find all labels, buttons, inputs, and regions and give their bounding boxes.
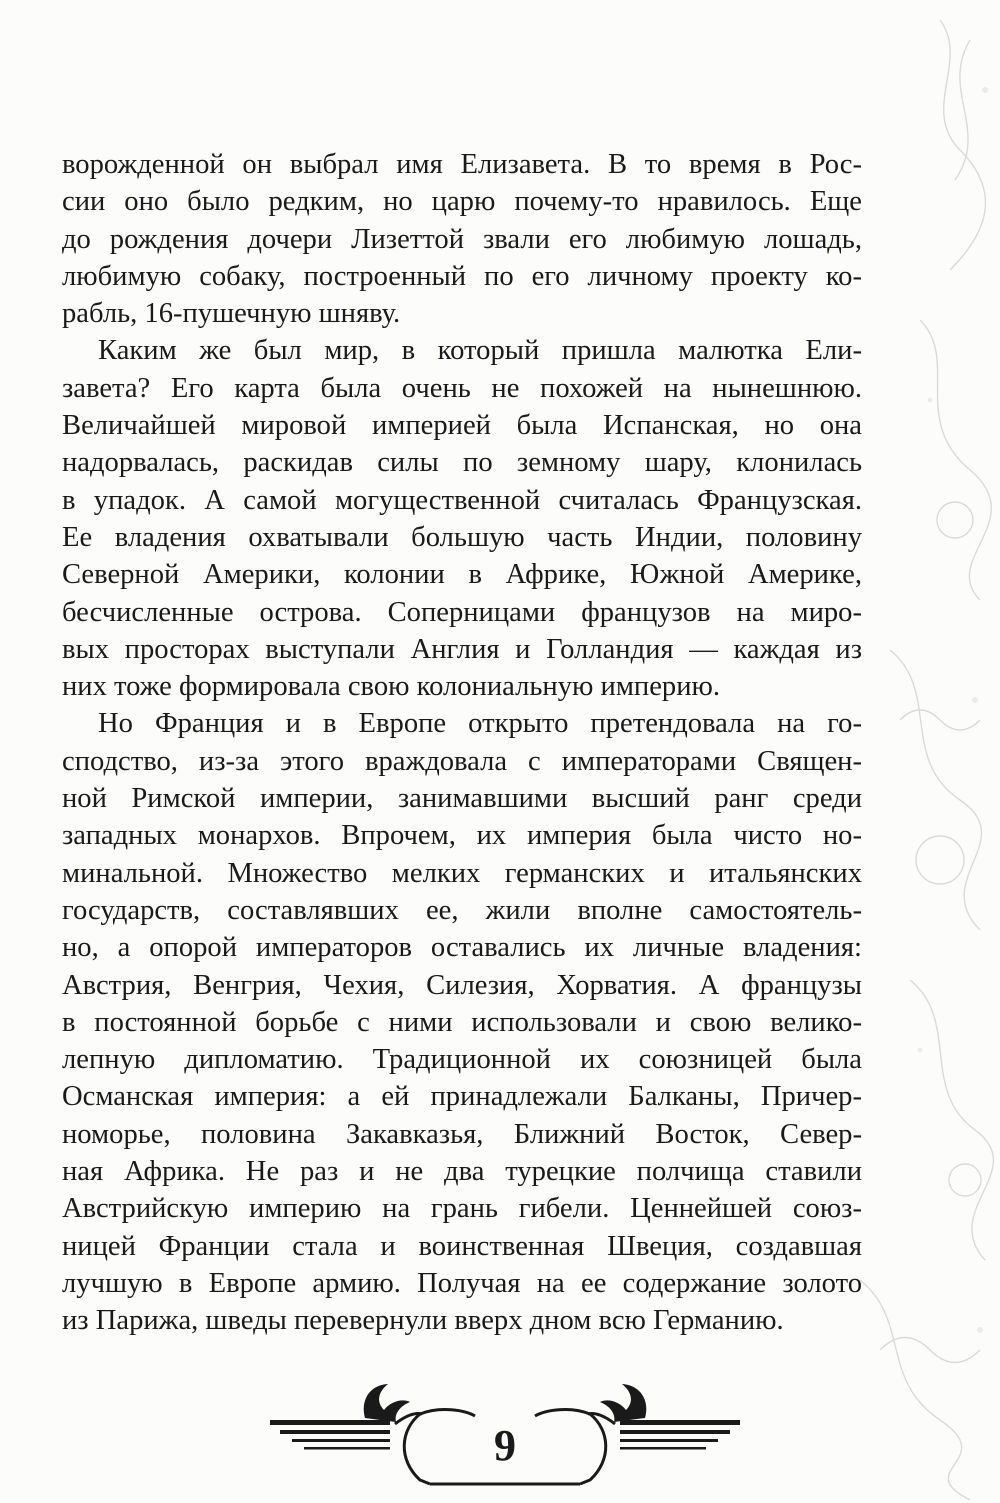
text-line: вых просторах выступали Англия и Голландия — каждая из [62,633,862,665]
text-line: бесчисленные острова. Соперницами французов на миро- [62,596,862,628]
text-line: них тоже формировала свою колониальную империю. [62,671,721,703]
text-line: завета? Его карта была очень не похожей на нынешнюю. [62,372,862,404]
text-line: Австрийскую империю на грань гибели. Ценнейшей союз- [62,1193,862,1225]
page-footer [270,1380,740,1490]
text-line: ной Римской империи, занимавшими высший ранг среди [62,783,862,815]
text-line: до рождения дочери Лизеттой звали его любимую лошадь, [62,223,862,255]
text-line: сии оно было редким, но царю почему-то нравилось. Еще [62,186,862,218]
text-line: Австрия, Венгрия, Чехия, Силезия, Хорватия. А французы [62,969,862,1001]
text-line: ворожденной он выбрал имя Елизавета. В то время в Рос- [62,149,862,180]
text-line: государств, составлявших ее, жили вполне самостоятель- [62,894,862,926]
page-number: 9 [494,1421,516,1470]
text-line: номорье, половина Закавказья, Ближний Восток, Север- [62,1118,862,1150]
text-line: из Парижа, шведы перевернули вверх дном всю Германию. [62,1305,784,1337]
text-line: рабль, 16-пушечную шняву. [62,298,401,330]
text-line: ная Африка. Не раз и не два турецкие полчища ставили [62,1156,862,1188]
text-line: Но Франция и в Европе открыто претендовала на го- [98,708,862,740]
text-line: в постоянной борьбе с ними использовали и свою велико- [62,1006,862,1038]
text-line: любимую собаку, построенный по его личному проекту ко- [62,260,862,292]
text-line: минальной. Множество мелких германских и итальянских [62,857,862,889]
text-line: надорвалась, раскидав силы по земному шару, клонилась [62,447,862,479]
text-line: ницей Франции стала и воинственная Швеция, создавшая [62,1230,862,1262]
text-line: Ее владения охватывали большую часть Индии, половину [62,521,862,553]
text-line: Северной Америки, колонии в Африке, Южной Америке, [62,559,862,591]
text-line: лепную дипломатию. Традиционной их союзницей была [62,1044,862,1076]
text-line: в упадок. А самой могущественной считалась Французская. [62,484,862,516]
text-line: но, а опорой императоров оставались их личные владения: [62,932,862,964]
text-line: Каким же был мир, в который пришла малютка Ели- [98,335,862,367]
text-line: сподство, из-за этого враждовала с императорами Священ- [62,745,862,777]
body-text [62,146,862,1340]
text-line: лучшую в Европе армию. Получая на ее содержание золото [62,1267,862,1299]
text-line: Османская империя: а ей принадлежали Балканы, Причер- [62,1081,862,1113]
text-line: Величайшей мировой империей была Испанская, но она [62,410,862,442]
text-line: западных монархов. Впрочем, их империя была чисто но- [62,820,862,852]
